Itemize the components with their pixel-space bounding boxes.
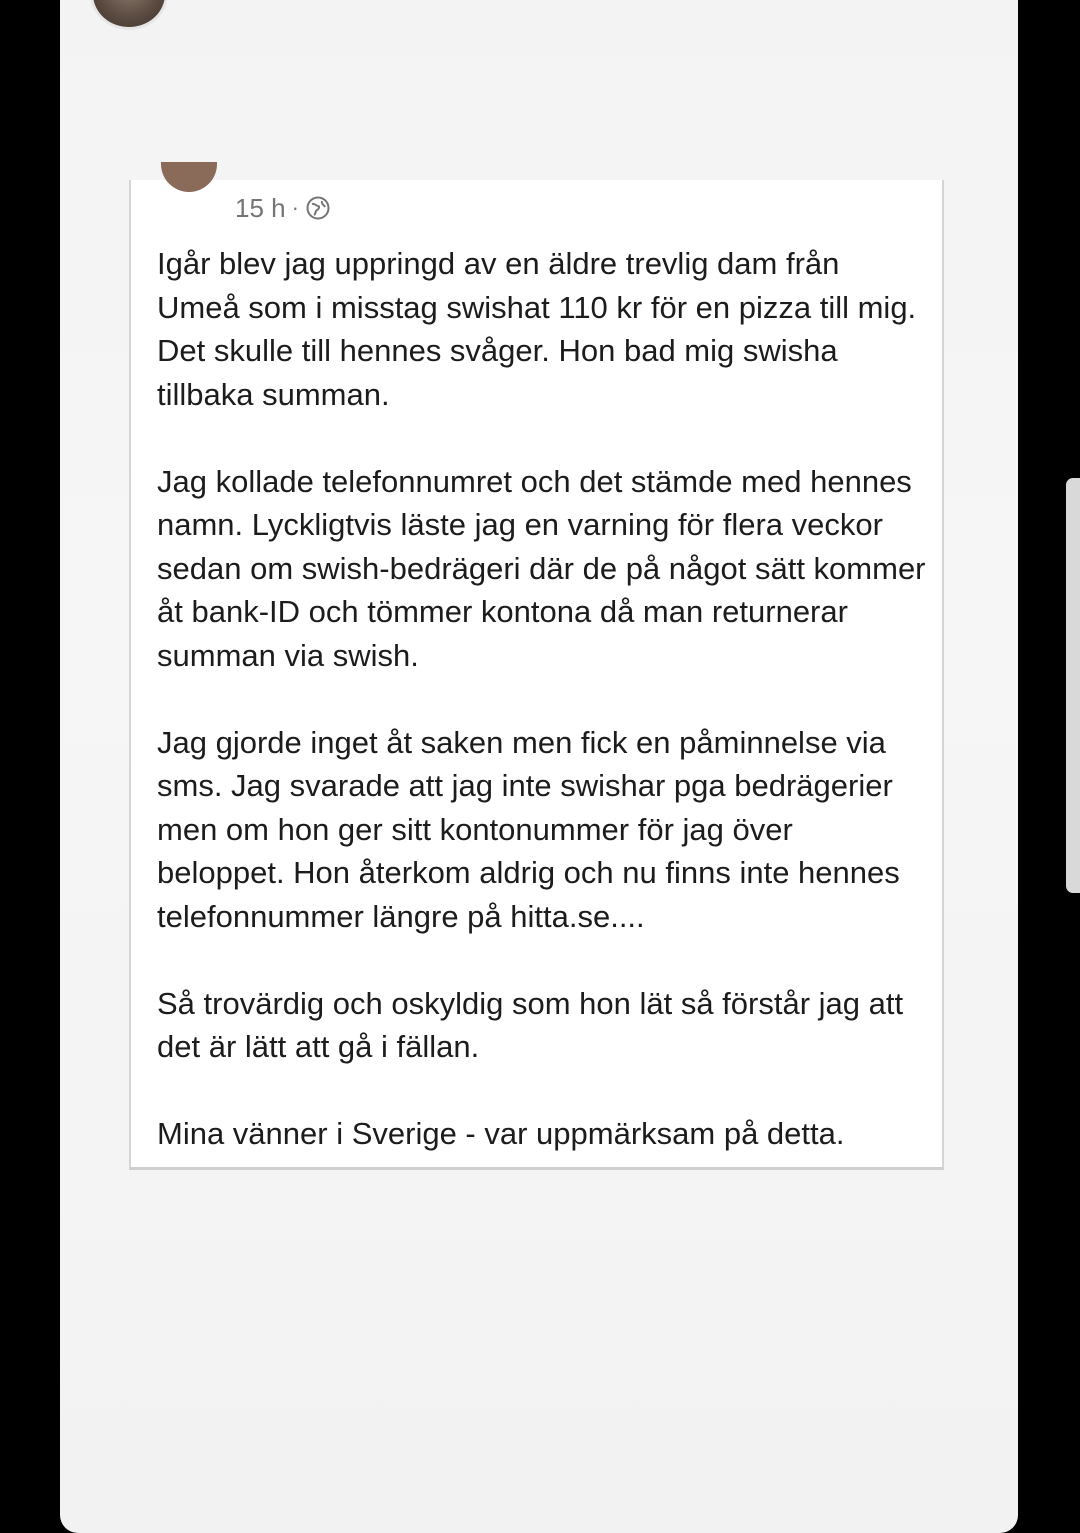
side-panel-handle[interactable]: [1066, 478, 1080, 893]
post-text: [157, 242, 927, 1156]
author-avatar: [161, 162, 217, 192]
globe-icon: [305, 195, 331, 221]
meta-separator: ·: [291, 195, 299, 220]
post-paragraph: Igår blev jag uppringd av en äldre trevlig dam från Umeå som i misstag swishat 110 kr för en pizza till mig. Det skulle till hennes svåger. Hon bad mig swisha tillbaka summan.: [157, 246, 917, 412]
post-meta: [235, 192, 331, 224]
post-paragraph: Jag gjorde inget åt saken men fick en påminnelse via sms. Jag svarade att jag inte swishar pga bedrägerier men om hon ger sitt kontonummer för jag över beloppet. Hon återkom aldrig och nu finns inte hennes telefonnummer längre på hitta.se....: [157, 724, 900, 934]
post-paragraph: Mina vänner i Sverige - var uppmärksam på detta.: [157, 1116, 845, 1151]
shared-post-screenshot: [129, 180, 944, 1170]
post-paragraph: Så trovärdig och oskyldig som hon lät så förstår jag att det är lätt att gå i fällan.: [157, 985, 904, 1064]
post-timestamp: 15 h: [235, 192, 286, 223]
post-paragraph: Jag kollade telefonnumret och det stämde med hennes namn. Lyckligtvis läste jag en varning för flera veckor sedan om swish-bedrägeri där de på något sätt kommer åt bank-ID och tömmer kontona då man returnerar summan via swish.: [157, 463, 926, 673]
